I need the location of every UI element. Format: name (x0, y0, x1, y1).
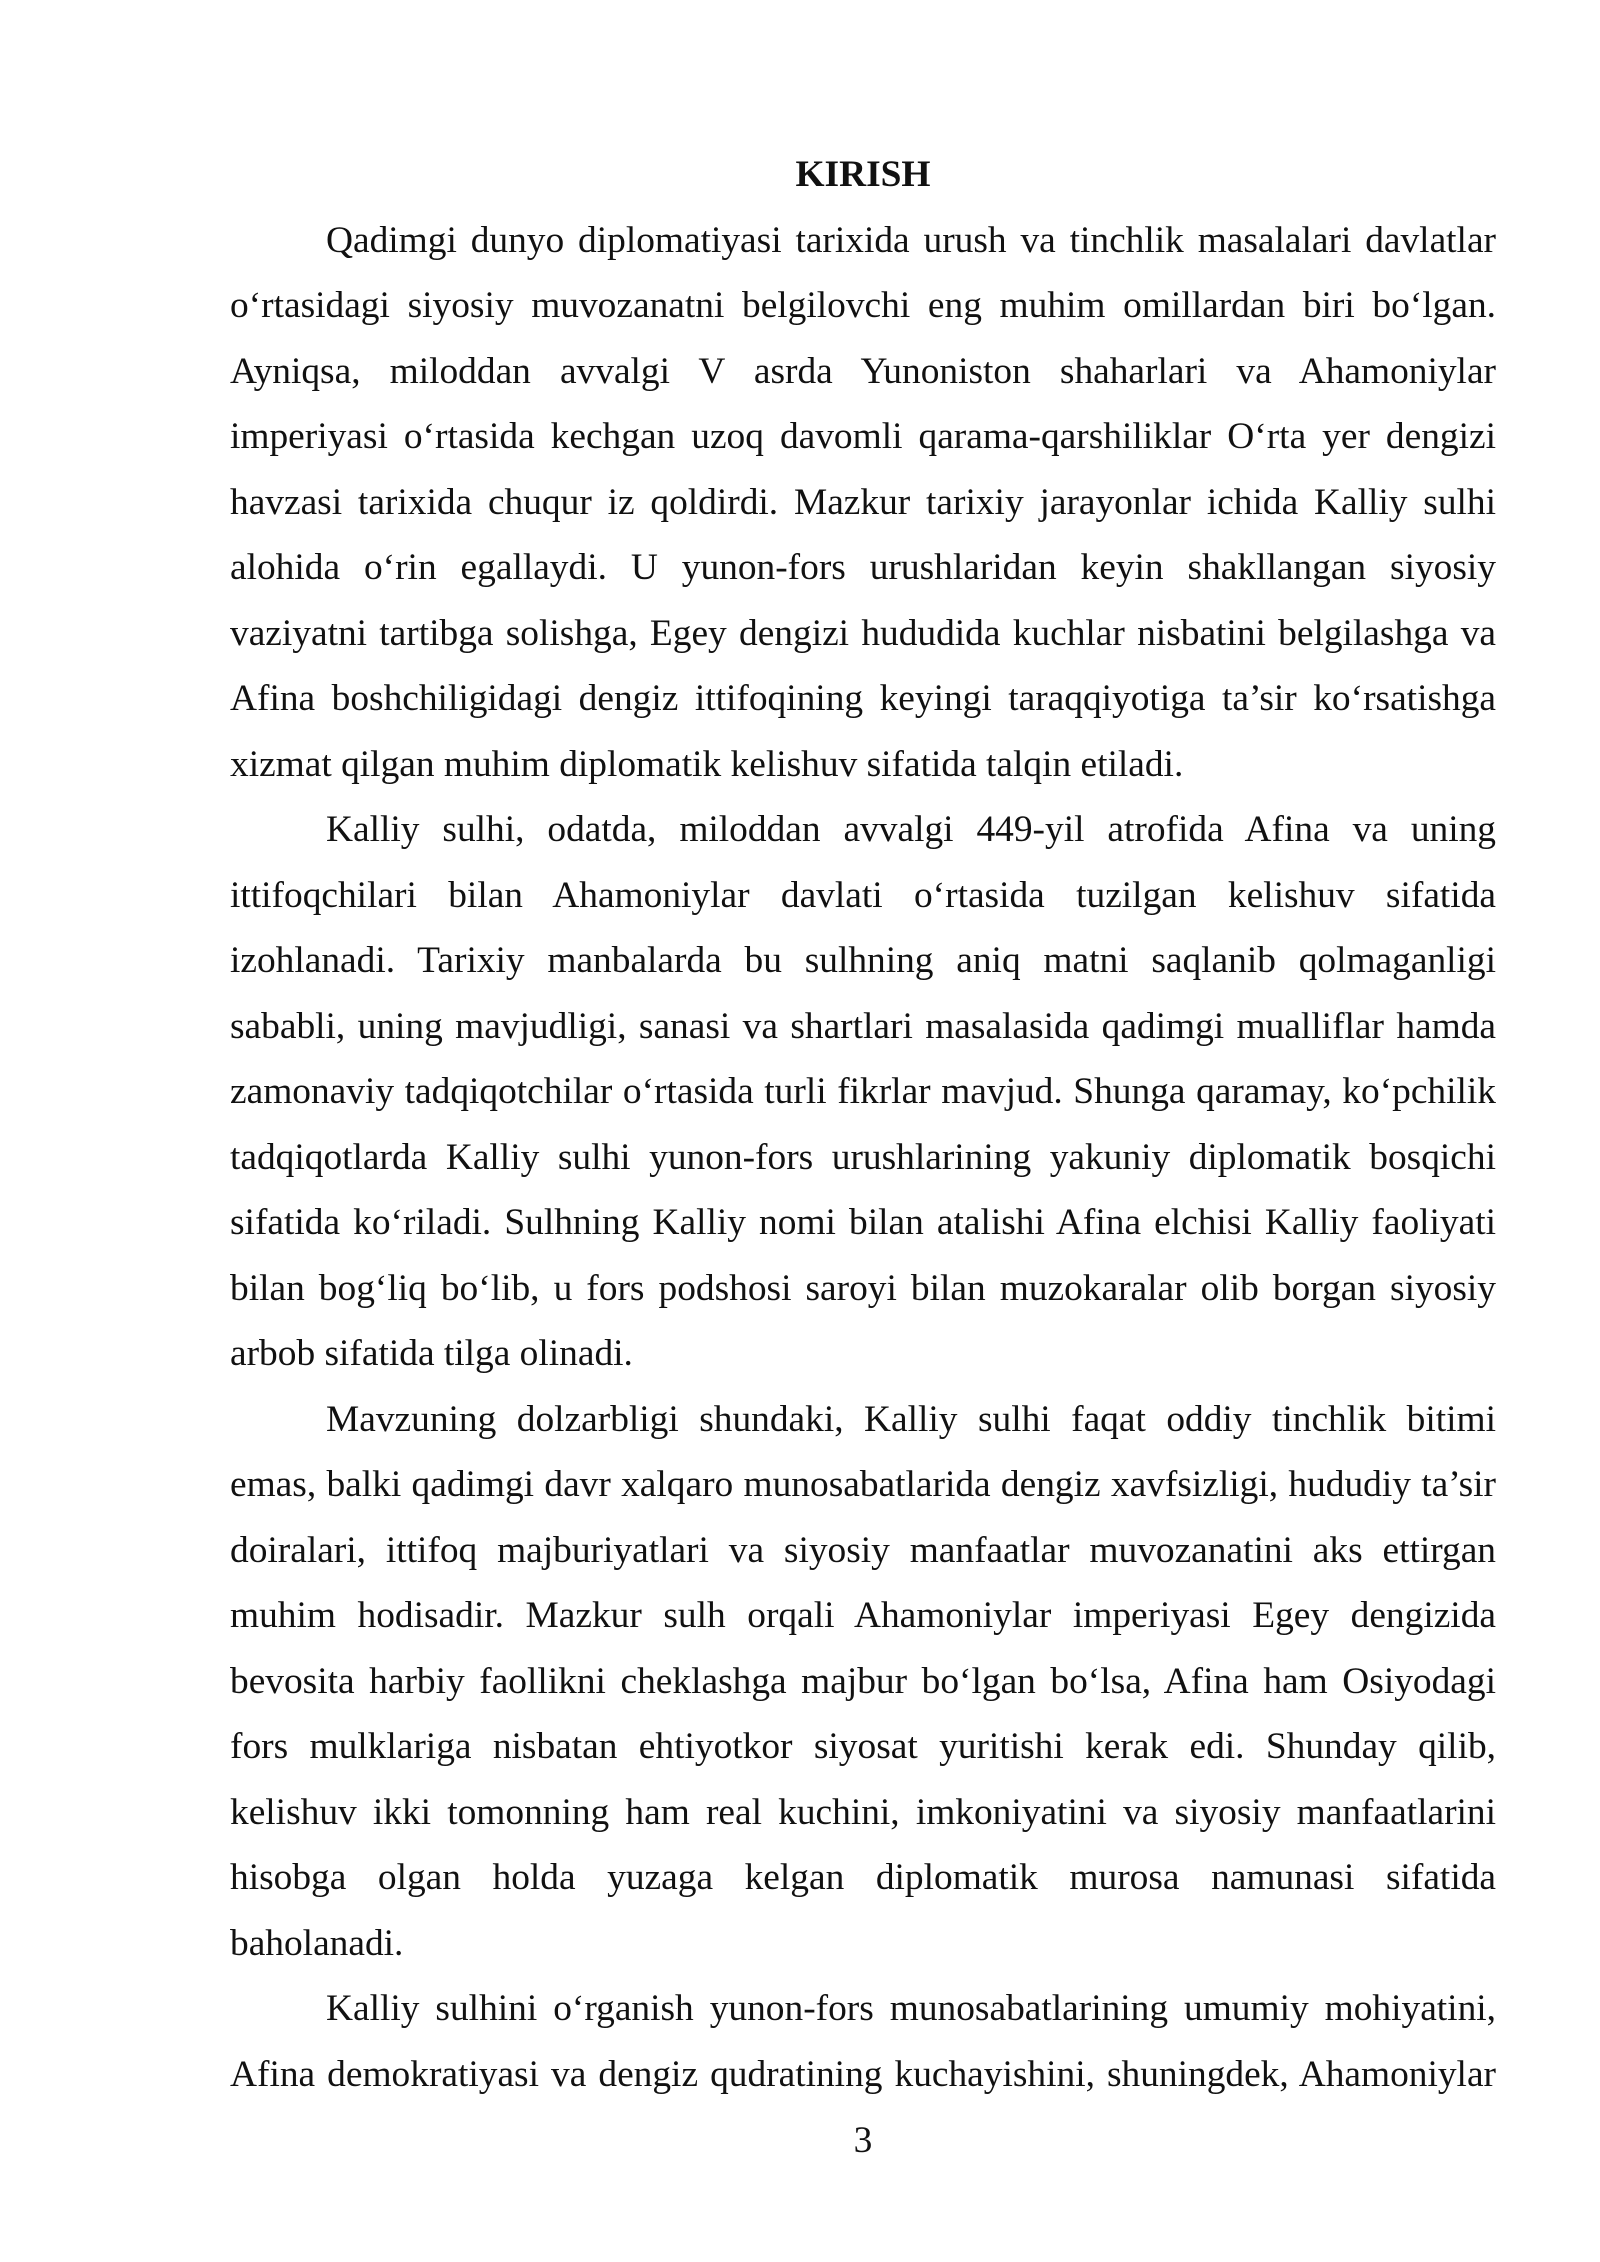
paragraph-line: havzasi tarixida chuqur iz qoldirdi. Mazkur tarixiy jarayonlar ichida Kalliy sulhi (230, 481, 1496, 523)
paragraph (230, 208, 1496, 798)
paragraph-line: Kalliy sulhini o‘rganish yunon-fors munosabatlarining umumiy mohiyatini, (326, 1988, 1496, 2029)
paragraph-line: sababli, uning mavjudligi, sanasi va shartlari masalasida qadimgi mualliflar hamda (230, 1005, 1496, 1047)
paragraph-line: Afina boshchiligidagi dengiz ittifoqining keyingi taraqqiyotiga ta’sir ko‘rsatishga (230, 678, 1496, 719)
paragraph-line: baholanadi. (230, 1922, 404, 1964)
paragraph-line: zamonaviy tadqiqotchilar o‘rtasida turli fikrlar mavjud. Shunga qaramay, ko‘pchilik (230, 1071, 1496, 1112)
paragraph-line: Ayniqsa, miloddan avvalgi V asrda Yunoniston shaharlari va Ahamoniylar (230, 350, 1496, 392)
paragraph-line: emas, balki qadimgi davr xalqaro munosabatlarida dengiz xavfsizligi, hududiy ta’sir (230, 1464, 1496, 1505)
paragraph-line: xizmat qilgan muhim diplomatik kelishuv sifatida talqin etiladi. (230, 743, 1184, 785)
paragraph-line: kelishuv ikki tomonning ham real kuchini, imkoniyatini va siyosiy manfaatlarini (230, 1791, 1496, 1833)
paragraph-line: muhim hodisadir. Mazkur sulh orqali Ahamoniylar imperiyasi Egey dengizida (230, 1595, 1496, 1636)
paragraph-line: arbob sifatida tilga olinadi. (230, 1333, 633, 1374)
paragraph-line: o‘rtasidagi siyosiy muvozanatni belgilovchi eng muhim omillardan biri bo‘lgan. (230, 285, 1496, 326)
paragraph-line: alohida o‘rin egallaydi. U yunon-fors urushlaridan keyin shakllangan siyosiy (230, 547, 1496, 588)
paragraph-line: ittifoqchilari bilan Ahamoniylar davlati o‘rtasida tuzilgan kelishuv sifatida (230, 874, 1496, 916)
paragraph-line: sifatida ko‘riladi. Sulhning Kalliy nomi bilan atalishi Afina elchisi Kalliy faoliyati (230, 1202, 1496, 1243)
paragraph-line: hisobga olgan holda yuzaga kelgan diplomatik murosa namunasi sifatida (230, 1857, 1496, 1898)
section-heading: KIRISH (795, 154, 931, 195)
paragraph (230, 1976, 1496, 2107)
paragraph-line: bevosita harbiy faollikni cheklashga majbur bo‘lgan bo‘lsa, Afina ham Osiyodagi (230, 1660, 1496, 1702)
paragraph-line: doiralari, ittifoq majburiyatlari va siyosiy manfaatlar muvozanatini aks ettirgan (230, 1529, 1496, 1571)
paragraph-line: bilan bog‘liq bo‘lib, u fors podshosi saroyi bilan muzokaralar olib borgan siyosiy (230, 1267, 1496, 1309)
paragraph (230, 797, 1496, 1387)
page-body (230, 142, 1496, 2107)
paragraph-line: imperiyasi o‘rtasida kechgan uzoq davomli qarama-qarshiliklar O‘rta yer dengizi (230, 416, 1496, 457)
paragraph-line: Afina demokratiyasi va dengiz qudratining kuchayishini, shuningdek, Ahamoniylar (230, 2053, 1496, 2095)
page-number: 3 (853, 2120, 873, 2161)
paragraph-line: Kalliy sulhi, odatda, miloddan avvalgi 449-yil atrofida Afina va uning (326, 809, 1496, 850)
paragraph-line: tadqiqotlarda Kalliy sulhi yunon-fors urushlarining yakuniy diplomatik bosqichi (230, 1136, 1496, 1178)
paragraph-line: vaziyatni tartibga solishga, Egey dengizi hududida kuchlar nisbatini belgilashga va (230, 612, 1496, 654)
paragraph-line: Mavzuning dolzarbligi shundaki, Kalliy sulhi faqat oddiy tinchlik bitimi (326, 1398, 1496, 1440)
paragraph-line: izohlanadi. Tarixiy manbalarda bu sulhning aniq matni saqlanib qolmaganligi (230, 940, 1496, 981)
paragraph (230, 1387, 1496, 1977)
paragraph-line: Qadimgi dunyo diplomatiyasi tarixida urush va tinchlik masalalari davlatlar (326, 219, 1496, 261)
paragraph-line: fors mulklariga nisbatan ehtiyotkor siyosat yuritishi kerak edi. Shunday qilib, (230, 1726, 1496, 1767)
